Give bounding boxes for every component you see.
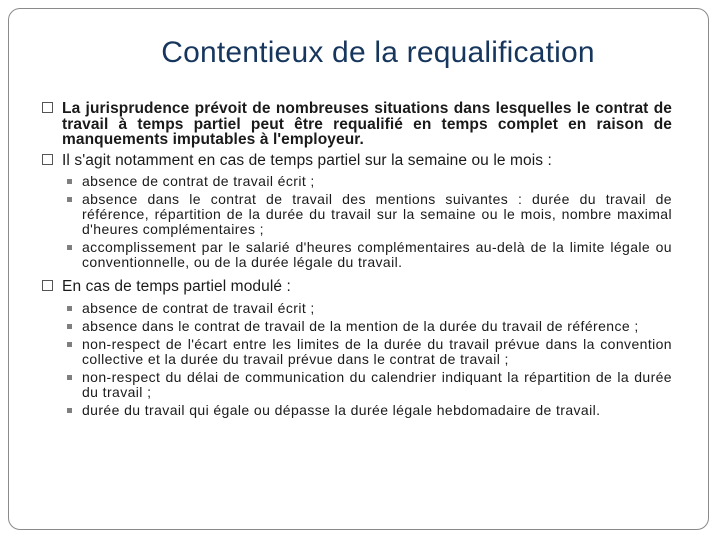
small-square-bullet-icon: [67, 197, 72, 202]
bullet-text: La jurisprudence prévoit de nombreuses situations dans lesquelles le contrat de travail à temps partiel peut être requalifié en temps complet en raison de manquements imputables à l'employeur.: [62, 100, 672, 148]
sub-bullet-text: non-respect du délai de communication du calendrier indiquant la répartition de la durée du travail ;: [82, 368, 672, 400]
small-square-bullet-icon: [67, 245, 72, 250]
sub-bullet-text: absence dans le contrat de travail de la mention de la durée du travail de référence ;: [82, 317, 639, 334]
sub-bullet-point: [42, 240, 672, 270]
bullet-text: Il s'agit notamment en cas de temps partiel sur la semaine ou le mois :: [62, 151, 552, 169]
sub-bullet-text: accomplissement par le salarié d'heures complémentaires au-delà de la limite légale ou conventionnelle, ou de la durée légale du travail.: [82, 239, 672, 270]
small-square-bullet-icon: [67, 324, 72, 329]
bullet-point: [42, 153, 672, 169]
sub-bullet-point: [42, 337, 672, 367]
sub-bullet-point: [42, 192, 672, 237]
sub-bullet-text: non-respect de l'écart entre les limites de la durée du travail prévue dans la convention collective et la durée du travail prévue dans le contrat de travail ;: [82, 335, 672, 367]
small-square-bullet-icon: [67, 306, 72, 311]
sub-bullet-text: durée du travail qui égale ou dépasse la durée légale hebdomadaire de travail.: [82, 401, 601, 418]
sub-bullet-text: absence de contrat de travail écrit ;: [82, 299, 315, 316]
small-square-bullet-icon: [67, 375, 72, 380]
bullet-text: En cas de temps partiel modulé :: [62, 278, 291, 295]
bullet-point: [42, 101, 672, 148]
square-bullet-icon: [42, 102, 53, 113]
sub-bullet-text: absence de contrat de travail écrit ;: [82, 173, 315, 189]
sub-bullet-point: [42, 370, 672, 400]
sub-bullet-text: absence dans le contrat de travail des mentions suivantes : durée du travail de référence, répartition de la durée du travail sur la semaine ou le mois, nombre maximal d'heures complémentaires ;: [82, 191, 672, 237]
small-square-bullet-icon: [67, 408, 72, 413]
small-square-bullet-icon: [67, 342, 72, 347]
slide-content: [42, 101, 672, 418]
sub-bullet-point: [42, 174, 672, 189]
sub-bullet-point: [42, 319, 672, 334]
sub-bullet-point: [42, 301, 672, 316]
small-square-bullet-icon: [67, 179, 72, 184]
square-bullet-icon: [42, 280, 53, 291]
bullet-point: [42, 279, 672, 295]
sub-bullet-point: [42, 403, 672, 418]
square-bullet-icon: [42, 154, 53, 165]
slide-title: Contentieux de la requalification: [161, 36, 595, 69]
